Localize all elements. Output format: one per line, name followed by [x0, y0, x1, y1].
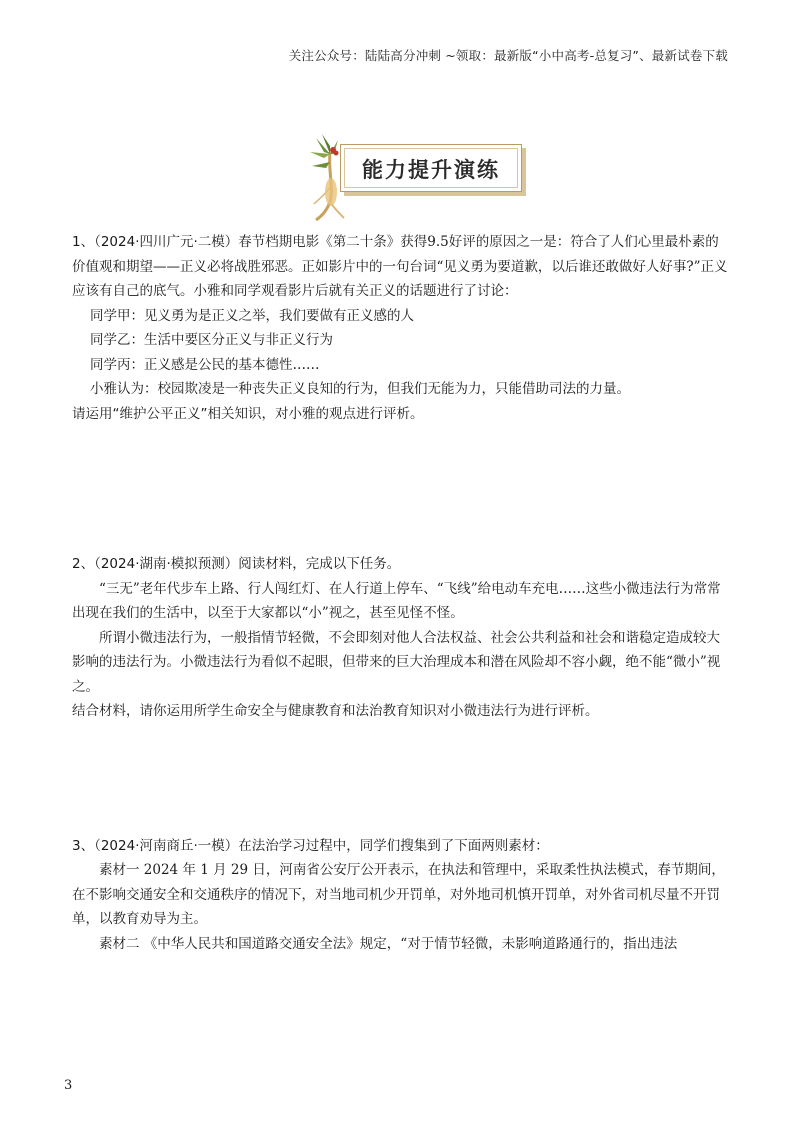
- question-2: [72, 552, 732, 724]
- question-1: [72, 230, 732, 426]
- answer-space: [72, 426, 732, 552]
- question-stem-text: 春节档期电影《第二十条》获得9.5好评的原因之一是：符合了人们心里最朴素的价值观和期望——正义必将战胜邪恶。正如影片中的一句台词“见义勇为要道歉，以后谁还敢做好人好事?”正义应该有自己的底气。小雅和同学观看影片后就有关正义的话题进行了讨论：: [72, 234, 728, 299]
- discussion-line: 小雅认为：校园欺凌是一种丧失正义良知的行为，但我们无能为力，只能借助司法的力量。: [90, 381, 630, 397]
- page-number: 3: [64, 1078, 73, 1093]
- question-3: [72, 834, 732, 957]
- question-stem-text: 在法治学习过程中，同学们搜集到了下面两则素材：: [238, 837, 549, 854]
- material-paragraph: 素材一 2024 年 1 月 29 日，河南省公安厅公开表示，在执法和管理中，采取柔性执法模式，春节期间，在不影响交通安全和交通秩序的情况下，对当地司机少开罚单，对外地司机慎开罚单，对外省司机尽量不开罚单，以教育劝导为主。: [72, 862, 725, 927]
- banner-frame: [340, 144, 522, 192]
- question-source: （2024·湖南·模拟预测）: [94, 556, 239, 572]
- answer-space: [72, 724, 732, 834]
- material-paragraph: 所谓小微违法行为，一般指情节轻微，不会即刻对他人合法权益、社会公共利益和社会和谐稳定造成较大影响的违法行为。小微违法行为看似不起眼，但带来的巨大治理成本和潜在风险却不容小觑，绝不能“微小”视之。: [72, 629, 721, 695]
- question-3-stem: [72, 834, 732, 859]
- material-paragraph: “三无”老年代步车上路、行人闯红灯、在人行道上停车、“飞线”给电动车充电……这些小微违法行为常常出现在我们的生活中，以至于大家都以“小”视之，甚至见怪不怪。: [72, 580, 721, 621]
- question-1-stem: [72, 230, 732, 304]
- question-number: 1、: [72, 234, 95, 250]
- question-2-stem: [72, 552, 732, 577]
- page-header: 关注公众号：陆陆高分冲刺 ~领取：最新版“小中高考-总复习”、最新试卷下载: [288, 48, 728, 63]
- discussion-line: 同学乙：生活中要区分正义与非正义行为: [90, 332, 333, 348]
- question-number: 2、: [72, 556, 95, 572]
- banner-title: 能力提升演练: [362, 158, 500, 182]
- discussion-line: 同学甲：见义勇为是正义之举，我们要做有正义感的人: [90, 307, 414, 324]
- material-paragraph: 素材二 《中华人民共和国道路交通安全法》规定，“对于情节轻微，未影响道路通行的，指出违法: [99, 935, 678, 952]
- document-body: [72, 230, 732, 956]
- question-source: （2024·四川广元·二模）: [94, 234, 239, 250]
- question-number: 3、: [72, 837, 95, 854]
- question-2-task: 结合材料，请你运用所学生命安全与健康教育和法治教育知识对小微违法行为进行评析。: [72, 703, 599, 719]
- question-stem-text: 阅读材料，完成以下任务。: [238, 556, 401, 572]
- section-banner: [300, 132, 530, 222]
- question-1-task: 请运用“维护公平正义”相关知识，对小雅的观点进行评析。: [72, 405, 424, 422]
- question-source: （2024·河南商丘·一模）: [94, 837, 239, 854]
- discussion-line: 同学丙：正义感是公民的基本德性……: [90, 356, 320, 373]
